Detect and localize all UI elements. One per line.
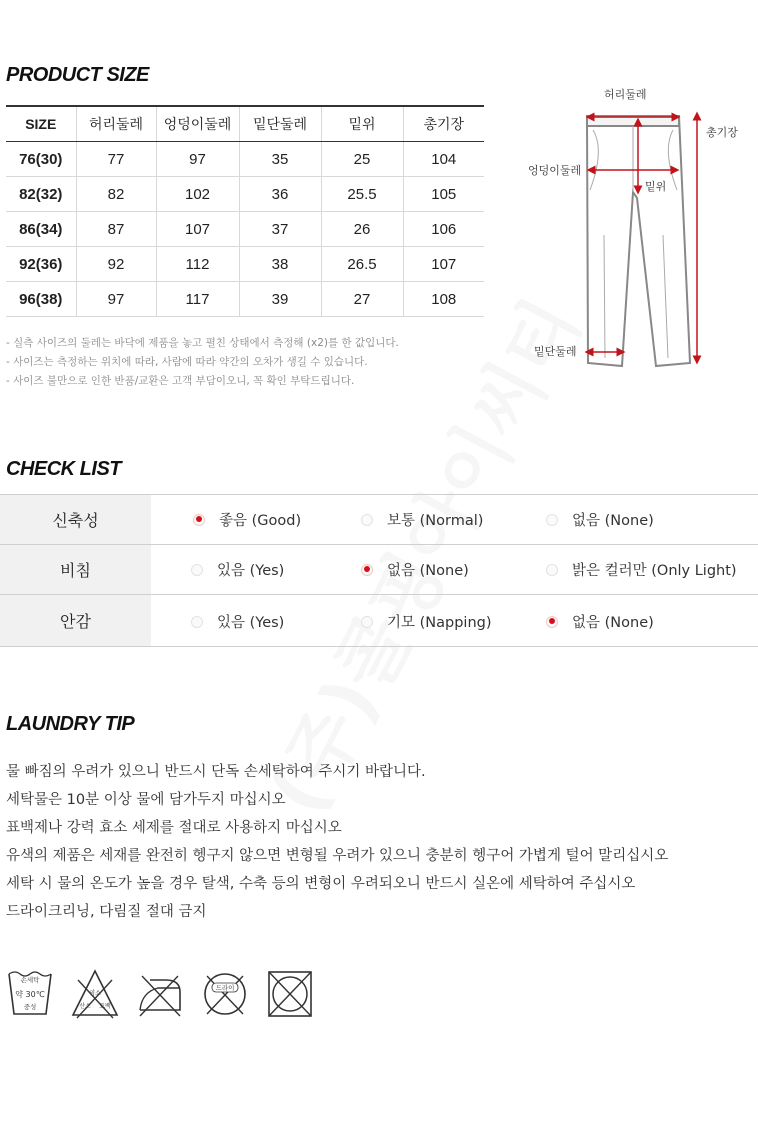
laundry-line: 표백제나 강력 효소 세제를 절대로 사용하지 마십시오 [6, 820, 342, 836]
cell-length: 107 [403, 247, 484, 282]
cell-hem: 38 [239, 247, 321, 282]
option-only-light[interactable] [546, 559, 737, 580]
radio-icon[interactable] [191, 616, 203, 628]
check-row-label: 안감 [0, 595, 151, 646]
cell-rise: 26 [321, 212, 403, 247]
option-label: 없음 (None) [387, 563, 469, 579]
cell-rise: 25.5 [321, 177, 403, 212]
cell-rise: 25 [321, 142, 403, 177]
cell-size: 76(30) [6, 142, 76, 177]
option-label: 없음 (None) [572, 615, 654, 631]
laundry-line: 세탁물은 10분 이상 물에 담가두지 마십시오 [6, 792, 286, 808]
check-row-lining [0, 595, 758, 647]
option-label: 기모 (Napping) [387, 615, 492, 631]
table-row [6, 212, 484, 247]
laundry-tip-title: LAUNDRY TIP [6, 713, 135, 735]
care-text: 약 30℃ [15, 990, 45, 999]
header-waist: 허리둘레 [76, 106, 156, 142]
cell-size: 82(32) [6, 177, 76, 212]
radio-icon[interactable] [546, 514, 558, 526]
table-row [6, 247, 484, 282]
cell-size: 92(36) [6, 247, 76, 282]
cell-length: 106 [403, 212, 484, 247]
table-row [6, 142, 484, 177]
cell-size: 86(34) [6, 212, 76, 247]
size-table [6, 105, 484, 317]
size-table-header [6, 106, 484, 142]
cell-hem: 37 [239, 212, 321, 247]
option-none[interactable] [361, 559, 469, 580]
check-list-table [0, 494, 758, 647]
cell-hem: 36 [239, 177, 321, 212]
care-text: 표백 [99, 1003, 111, 1010]
radio-selected-icon[interactable] [546, 616, 558, 628]
header-length: 총기장 [403, 106, 484, 142]
rise-label: 밑위 [645, 180, 667, 193]
pants-measurement-diagram [510, 80, 758, 380]
cell-hip: 117 [156, 282, 239, 317]
cell-hip: 102 [156, 177, 239, 212]
length-label: 총기장 [706, 126, 738, 139]
size-note: - 사이즈 불만으로 인한 반품/교환은 고객 부담이오니, 꼭 확인 부탁드립니다. [6, 375, 355, 387]
laundry-instructions [6, 758, 668, 926]
check-row-label: 비침 [0, 545, 151, 594]
option-normal[interactable] [361, 509, 483, 530]
cell-waist: 97 [76, 282, 156, 317]
option-label: 있음 (Yes) [217, 563, 285, 579]
cell-hem: 35 [239, 142, 321, 177]
size-notes [6, 334, 399, 391]
option-yes[interactable] [191, 611, 284, 632]
hip-label: 엉덩이둘레 [528, 164, 582, 177]
table-row [6, 177, 484, 212]
laundry-line: 드라이크리닝, 다림질 절대 금지 [6, 904, 207, 920]
option-label: 있음 (Yes) [217, 615, 285, 631]
radio-icon[interactable] [191, 564, 203, 576]
option-none[interactable] [546, 611, 654, 632]
radio-icon[interactable] [361, 616, 373, 628]
check-row-transparency [0, 545, 758, 595]
laundry-line: 물 빠짐의 우려가 있으니 반드시 단독 손세탁하여 주시기 바랍니다. [6, 764, 426, 780]
care-text: 손세탁 [20, 976, 40, 984]
product-size-title: PRODUCT SIZE [6, 64, 149, 86]
no-bleach-icon [71, 968, 119, 1020]
cell-waist: 77 [76, 142, 156, 177]
cell-hip: 112 [156, 247, 239, 282]
option-napping[interactable] [361, 611, 492, 632]
no-iron-icon [136, 968, 184, 1020]
header-hip: 엉덩이둘레 [156, 106, 239, 142]
hem-label: 밑단둘레 [534, 345, 577, 358]
option-label: 밝은 컬러만 (Only Light) [572, 563, 737, 579]
cell-hem: 39 [239, 282, 321, 317]
option-yes[interactable] [191, 559, 284, 580]
check-list-title: CHECK LIST [6, 458, 121, 480]
care-text: 염소 [89, 990, 101, 997]
header-rise: 밑위 [321, 106, 403, 142]
waist-label: 허리둘레 [604, 88, 647, 101]
option-label: 좋음 (Good) [219, 513, 302, 529]
care-symbols [6, 968, 314, 1020]
radio-selected-icon[interactable] [193, 514, 205, 526]
cell-length: 108 [403, 282, 484, 317]
care-text: 중성 [23, 1003, 37, 1011]
no-tumble-dry-icon [266, 968, 314, 1020]
check-row-elasticity [0, 495, 758, 545]
laundry-line: 세탁 시 물의 온도가 높을 경우 탈색, 수축 등의 변형이 우려되오니 반드시 실온에 세탁하여 주십시오 [6, 876, 636, 892]
check-row-label: 신축성 [0, 495, 151, 544]
table-row [6, 282, 484, 317]
option-label: 없음 (None) [572, 513, 654, 529]
care-text: 드라이 [215, 984, 235, 992]
cell-waist: 82 [76, 177, 156, 212]
care-text: 산소 [79, 1003, 91, 1010]
radio-icon[interactable] [546, 564, 558, 576]
option-label: 보통 (Normal) [387, 513, 484, 529]
option-none[interactable] [546, 509, 654, 530]
header-hem: 밑단둘레 [239, 106, 321, 142]
no-dry-clean-icon [201, 968, 249, 1020]
cell-hip: 97 [156, 142, 239, 177]
cell-rise: 27 [321, 282, 403, 317]
size-note: - 사이즈는 측정하는 위치에 따라, 사람에 따라 약간의 오차가 생길 수 있습니다. [6, 356, 368, 368]
cell-waist: 92 [76, 247, 156, 282]
cell-size: 96(38) [6, 282, 76, 317]
cell-waist: 87 [76, 212, 156, 247]
option-good[interactable] [193, 509, 301, 530]
cell-length: 104 [403, 142, 484, 177]
radio-selected-icon[interactable] [361, 564, 373, 576]
header-size: SIZE [6, 106, 76, 142]
cell-hip: 107 [156, 212, 239, 247]
cell-length: 105 [403, 177, 484, 212]
size-note: - 실측 사이즈의 둘레는 바닥에 제품을 놓고 펼친 상태에서 측정해 (x2)를 한 값입니다. [6, 337, 399, 349]
laundry-line: 유색의 제품은 세재를 완전히 헹구지 않으면 변형될 우려가 있으니 충분히 헹구어 가볍게 털어 말리십시오 [6, 848, 669, 864]
cell-rise: 26.5 [321, 247, 403, 282]
hand-wash-30-icon [6, 968, 54, 1020]
radio-icon[interactable] [361, 514, 373, 526]
